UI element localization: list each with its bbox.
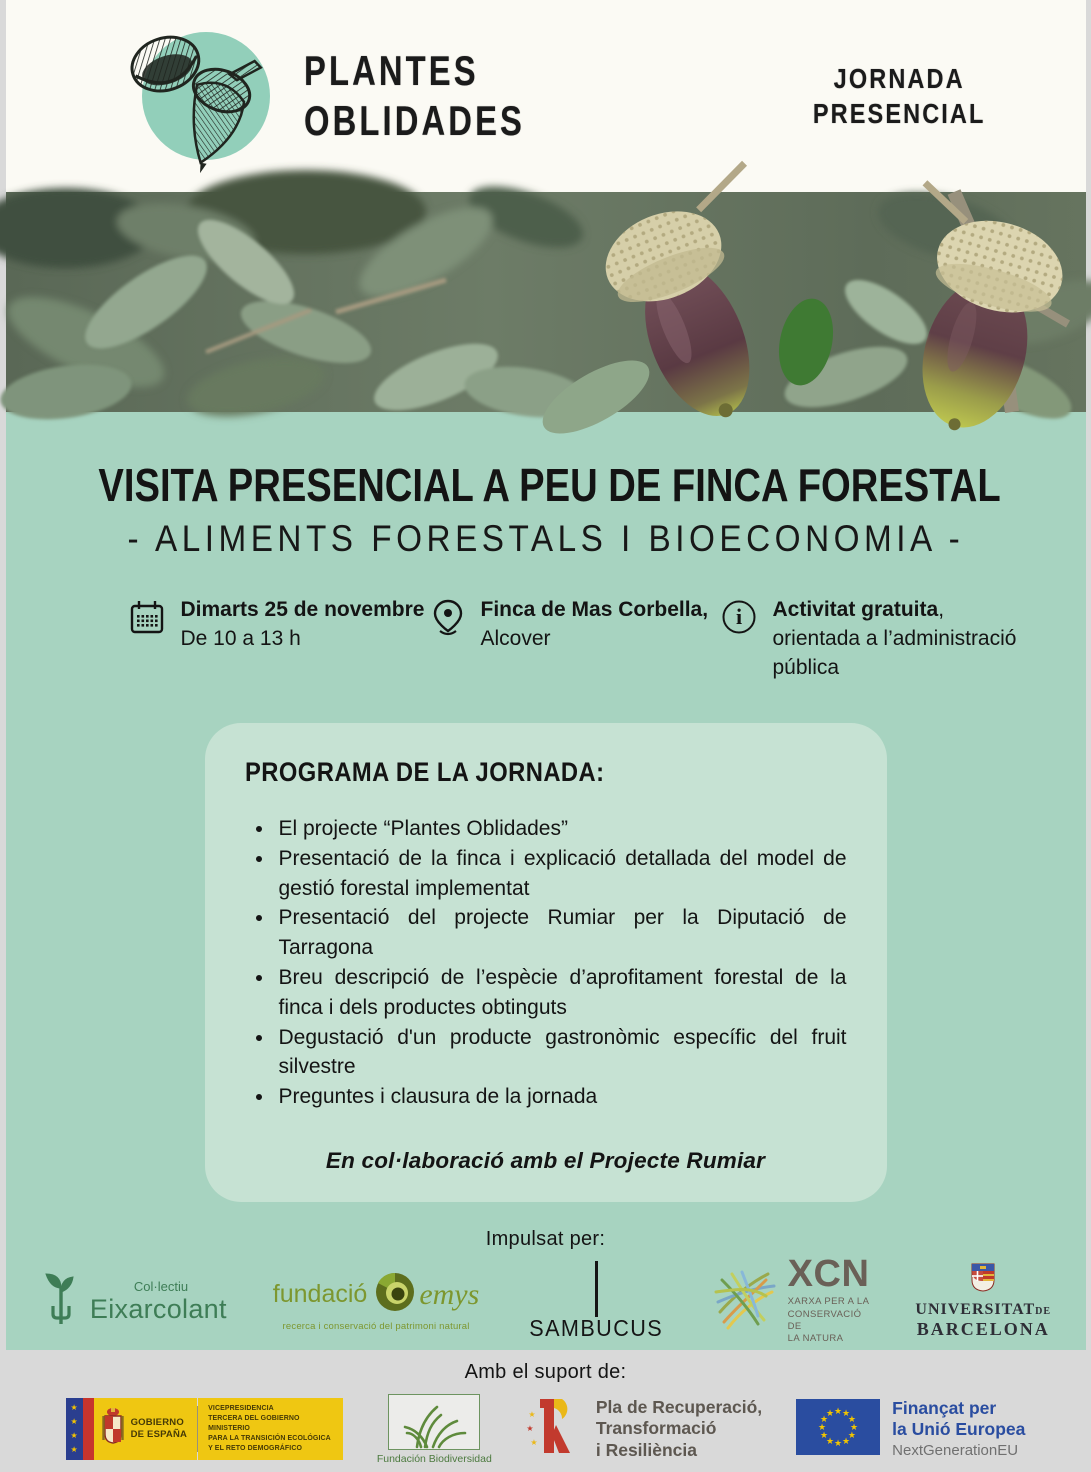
event-type-line2: PRESENCIAL bbox=[812, 98, 986, 129]
detail-location bbox=[430, 596, 720, 683]
ministry-line: PARA LA TRANSICIÓN ECOLÓGICA bbox=[208, 1435, 331, 1443]
sponsor-universitat-barcelona bbox=[915, 1262, 1051, 1340]
eu-flag-icon bbox=[796, 1399, 880, 1460]
prtr-line1: Pla de Recuperació, bbox=[595, 1397, 763, 1418]
program-item: • Preguntes i clausura de la jornada bbox=[275, 1082, 847, 1112]
svg-text:★: ★ bbox=[528, 1409, 536, 1419]
event-details bbox=[128, 596, 1086, 683]
sponsor-gobierno-espana bbox=[66, 1398, 343, 1460]
emys-tagline: recerca i conservació del patrimoni natural bbox=[282, 1321, 470, 1333]
eu-financat-line2: la Unió Europea bbox=[892, 1419, 1026, 1440]
spain-coat-of-arms-icon bbox=[102, 1406, 124, 1453]
emys-fundacio-label: fundació bbox=[272, 1280, 368, 1309]
acorn-logo-icon bbox=[118, 14, 278, 178]
program-item: • El projecte “Plantes Oblidades” bbox=[275, 814, 847, 844]
ub-barcelona-label: BARCELONA bbox=[916, 1319, 1050, 1340]
ministry-line: VICEPRESIDENCIA bbox=[208, 1404, 274, 1412]
sponsor-eixarcolant bbox=[40, 1272, 227, 1331]
program-heading: PROGRAMA DE LA JORNADA: bbox=[244, 756, 604, 787]
detail-info-title: Activitat gratuita bbox=[772, 598, 939, 621]
sponsor-fundacion-biodiversidad bbox=[377, 1394, 492, 1465]
impulsat-logos-row bbox=[6, 1255, 1086, 1347]
xcn-tagline-line3: LA NATURA bbox=[787, 1333, 844, 1345]
svg-text:★: ★ bbox=[526, 1423, 534, 1433]
svg-text:★: ★ bbox=[820, 1429, 829, 1440]
eu-nextgeneration-label: NextGenerationEU bbox=[892, 1442, 1019, 1460]
prtr-line2: Transformació bbox=[595, 1418, 717, 1439]
location-pin-icon bbox=[430, 598, 466, 683]
info-icon bbox=[720, 598, 758, 683]
calendar-icon bbox=[128, 598, 166, 683]
sponsor-xcn bbox=[714, 1253, 870, 1345]
xcn-tagline-line2: CONSERVACIÓ DE bbox=[787, 1308, 862, 1333]
gobierno-label-line1: GOBIERNO bbox=[130, 1417, 184, 1429]
sponsor-fundacio-emys bbox=[273, 1270, 480, 1332]
brand-title-line2: OBLIDADES bbox=[303, 97, 525, 144]
svg-text:★: ★ bbox=[834, 1437, 843, 1448]
xcn-tagline-line1: XARXA PER A LA bbox=[787, 1296, 870, 1308]
suport-label: Amb el suport de: bbox=[464, 1361, 627, 1384]
emys-name-label: emys bbox=[419, 1277, 480, 1311]
program-item: • Presentació del projecte Rumiar per la Diputació de Tarragona bbox=[275, 903, 847, 963]
svg-text:★: ★ bbox=[820, 1413, 829, 1424]
ministry-line: TERCERA DEL GOBIERNO bbox=[208, 1414, 300, 1422]
suport-logos-row bbox=[6, 1386, 1086, 1472]
event-type-line1: JORNADA bbox=[833, 63, 965, 94]
xcn-acronym-label: XCN bbox=[787, 1253, 870, 1296]
prtr-monogram-icon bbox=[526, 1395, 584, 1464]
collaboration-note: En col·laboració amb el Projecte Rumiar bbox=[325, 1148, 766, 1174]
brand-title-line1: PLANTES bbox=[303, 47, 479, 95]
brand-logo bbox=[118, 14, 587, 178]
sponsor-prtr bbox=[526, 1395, 762, 1464]
detail-date bbox=[128, 596, 430, 683]
eixarcolant-name-label: Eixarcolant bbox=[89, 1293, 227, 1324]
sambucus-name-label: SAMBUCUS bbox=[529, 1314, 664, 1341]
program-box bbox=[205, 723, 887, 1202]
ministry-line: MINISTERIO bbox=[208, 1424, 250, 1432]
svg-text:★: ★ bbox=[818, 1421, 827, 1432]
main-content bbox=[6, 412, 1086, 1472]
program-item: • Presentació de la finca i explicació detallada del model de gestió forestal implementat bbox=[275, 844, 847, 904]
detail-date-title: Dimarts 25 de novembre bbox=[180, 598, 425, 621]
svg-text:★: ★ bbox=[842, 1435, 851, 1446]
event-poster bbox=[6, 0, 1086, 1465]
ub-de-label: DE bbox=[1035, 1306, 1052, 1318]
sponsor-sambucus bbox=[525, 1261, 667, 1342]
detail-info bbox=[720, 596, 1020, 683]
svg-text:★: ★ bbox=[842, 1407, 851, 1418]
detail-location-title: Finca de Mas Corbella, bbox=[480, 598, 709, 621]
ub-crest-icon bbox=[970, 1262, 996, 1297]
impulsat-label: Impulsat per: bbox=[485, 1228, 606, 1251]
grass-icon bbox=[388, 1394, 480, 1450]
eixarcolant-collectiu-label: Col·lectiu bbox=[133, 1278, 189, 1294]
page-subtitle: - ALIMENTS FORESTALS I BIOECONOMIA - bbox=[127, 518, 964, 559]
spain-eu-flag-strip-icon: ★ ★ ★ ★ bbox=[66, 1398, 94, 1460]
svg-text:★: ★ bbox=[850, 1421, 859, 1432]
page-title: VISITA PRESENCIAL A PEU DE FINCA FORESTAL bbox=[97, 459, 1001, 511]
brand-title bbox=[304, 46, 525, 145]
detail-info-subtitle: orientada a l’administració pública bbox=[772, 626, 1017, 679]
ub-universitat-label: UNIVERSITAT bbox=[915, 1301, 1036, 1319]
xcn-weave-icon bbox=[714, 1266, 778, 1337]
svg-text:★: ★ bbox=[826, 1407, 835, 1418]
svg-text:★: ★ bbox=[848, 1413, 857, 1424]
svg-text:i: i bbox=[735, 604, 742, 629]
ministry-line: Y EL RETO DEMOGRÁFICO bbox=[208, 1445, 303, 1453]
svg-text:★: ★ bbox=[834, 1405, 843, 1416]
prtr-line3: i Resiliència bbox=[595, 1439, 698, 1460]
fundacion-biodiversidad-label: Fundación Biodiversidad bbox=[376, 1452, 492, 1465]
event-type-label bbox=[813, 61, 986, 131]
svg-text:★: ★ bbox=[848, 1429, 857, 1440]
eu-financat-line1: Finançat per bbox=[892, 1397, 997, 1418]
detail-date-subtitle: De 10 a 13 h bbox=[180, 626, 301, 650]
hero-photo bbox=[6, 192, 1086, 412]
svg-text:★: ★ bbox=[530, 1437, 538, 1447]
program-item: • Degustació d'un producte gastronòmic específic del fruit silvestre bbox=[275, 1023, 847, 1083]
program-item: • Breu descripció de l’espècie d’aprofitament forestal de la finca i dels productes obtinguts bbox=[275, 963, 847, 1023]
sprout-fork-icon bbox=[40, 1272, 82, 1331]
sambucus-stem-icon bbox=[595, 1261, 598, 1317]
gobierno-label-line2: DE ESPAÑA bbox=[130, 1429, 188, 1441]
emys-eye-icon bbox=[373, 1270, 417, 1319]
svg-text:★: ★ bbox=[826, 1435, 835, 1446]
header bbox=[6, 0, 1086, 192]
program-list bbox=[245, 814, 847, 1112]
detail-location-subtitle: Alcover bbox=[480, 626, 551, 650]
detail-info-title-suffix: , bbox=[938, 598, 945, 621]
sponsor-eu bbox=[796, 1398, 1025, 1460]
